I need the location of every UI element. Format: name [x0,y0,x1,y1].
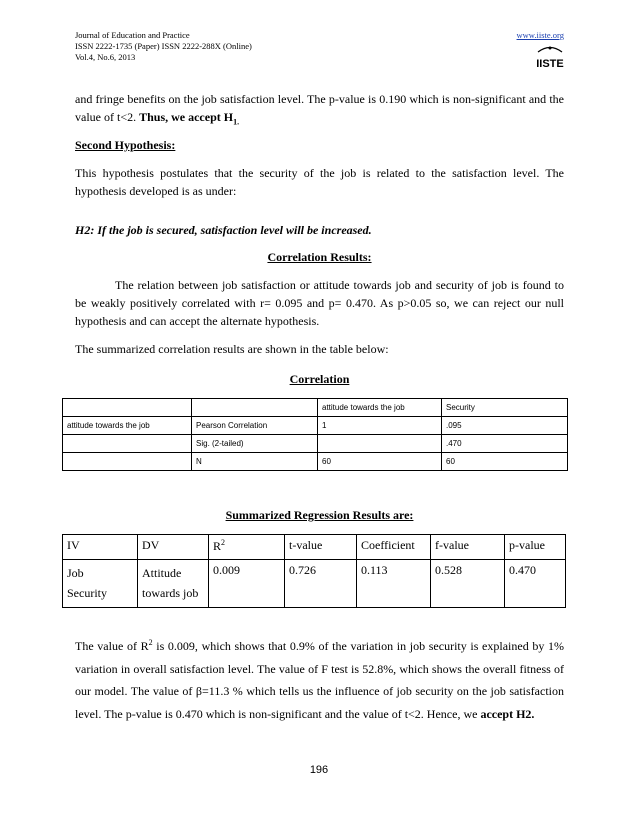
table-row [63,435,568,453]
table-cell: IV [63,535,138,560]
paragraph-2: This hypothesis postulates that the security of the job is related to the satisfaction level. The hypothesis developed is as under: [75,166,564,198]
regression-table [62,534,566,608]
correlation-table [62,398,568,471]
table-cell: .470 [442,435,568,453]
website-link[interactable]: www.iiste.org [516,30,564,40]
table-cell: 60 [318,453,442,471]
page-number: 196 [309,764,329,776]
regression-table-caption: Summarized Regression Results are: [225,508,414,522]
table-cell: attitude towards the job [63,417,192,435]
table-cell: p-value [505,535,566,560]
correlation-table-caption: Correlation [289,372,350,386]
table-cell: 60 [442,453,568,471]
table-cell [63,453,192,471]
table-cell: 0.009 [209,560,285,608]
table-cell: 1 [318,417,442,435]
table-cell: N [192,453,318,471]
journal-volume: Vol.4, No.6, 2013 [75,52,136,62]
table-cell: Attitude towards job [138,560,209,608]
table-row [63,453,568,471]
paragraph-4: The summarized correlation results are shown in the table below: [75,342,389,356]
h2-statement: H2: If the job is secured, satisfaction level will be increased. [75,223,372,237]
table-cell: Job Security [63,560,138,608]
table-cell: DV [138,535,209,560]
iiste-logo [534,43,566,71]
table-row [63,535,566,560]
table-cell [63,399,192,417]
table-cell: 0.113 [357,560,431,608]
table-cell: f-value [431,535,505,560]
paragraph-1: and fringe benefits on the job satisfaction level. The p-value is 0.190 which is non-significant and the value of t<2. Thus, we accept $H_{1.}$ [75,92,564,127]
correlation-results-heading: Correlation Results: [267,250,372,264]
table-cell: 0.726 [285,560,357,608]
table-cell: 0.470 [505,560,566,608]
table-cell [192,399,318,417]
logo-text: IISTE [536,58,564,70]
table-cell: $R^2$ [209,535,285,560]
paragraph-5: The value of $R^2$ is 0.009, which shows that 0.9% of the variation in job security is explained by 1% variation in overall satisfaction level. The value of F test is 52.8%, which shows the overall fitness of our model. The value of β=11.3 % which tells us the influence of job security on the job satisfaction level. The p-value is 0.470 which is non-significant and the value of t<2. Hence, we accept H2. [75,638,564,721]
journal-issn: ISSN 2222-1735 (Paper) ISSN 2222-288X (Online) [75,41,252,51]
table-row [63,560,566,608]
table-cell: t-value [285,535,357,560]
table-row [63,417,568,435]
paragraph-3: The relation between job satisfaction or attitude towards job and security of job is found to be weakly positively correlated with r= 0.095 and p= 0.470. As p>0.05 so, we can reject our null hypothesis and can accept the alternate hypothesis. [75,278,564,328]
journal-name: Journal of Education and Practice [75,30,190,40]
table-cell: 0.528 [431,560,505,608]
second-hypothesis-heading: Second Hypothesis: [75,138,176,152]
table-cell [63,435,192,453]
table-cell: Coefficient [357,535,431,560]
table-cell: Sig. (2-tailed) [192,435,318,453]
table-cell: Security [442,399,568,417]
table-cell: attitude towards the job [318,399,442,417]
table-row [63,399,568,417]
table-cell [318,435,442,453]
table-cell: Pearson Correlation [192,417,318,435]
table-cell: .095 [442,417,568,435]
